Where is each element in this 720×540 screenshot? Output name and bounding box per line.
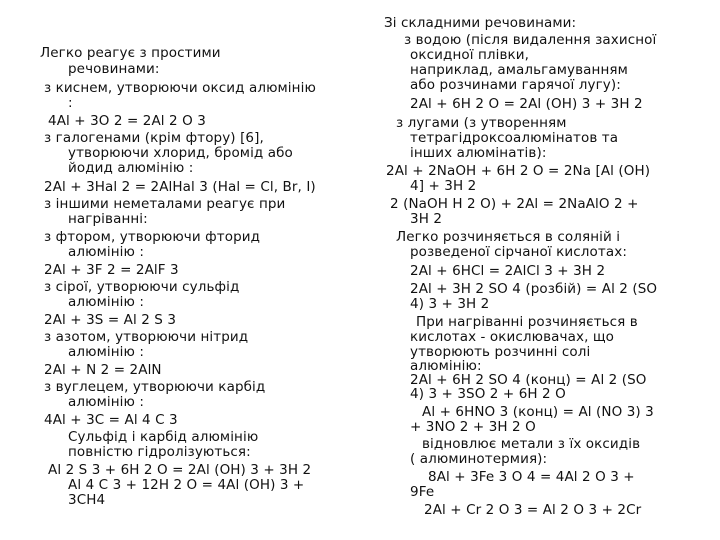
- text-line: йодид алюмінію :: [68, 160, 194, 176]
- equation-line: 3H 2: [410, 211, 443, 227]
- equation-line: 2Al + 3H 2 SO 4 (розбій) = Al 2 (SO: [410, 281, 658, 297]
- text-line: алюмінію :: [68, 344, 144, 360]
- text-line: Легко розчиняється в соляній і: [396, 229, 621, 245]
- equation-line: 2Al + 6H 2 O = 2Al (OH) 3 + 3H 2: [410, 96, 643, 112]
- text-line: утворюючи хлорид, бромід або: [68, 145, 293, 161]
- equation-line: 4) 3 + 3H 2: [410, 296, 490, 312]
- equation-line: 2Al + 3S = Al 2 S 3: [44, 312, 177, 328]
- text-line: утворюють розчинні солі: [410, 344, 591, 360]
- text-line: або розчинами гарячої лугу):: [410, 77, 621, 93]
- equation-line: 4) 3 + 3SO 2 + 6H 2 O: [410, 386, 566, 402]
- text-line: з азотом, утворюючи нітрид: [44, 329, 249, 345]
- equation-line: 2Al + 3F 2 = 2AlF 3: [44, 262, 179, 278]
- text-line: алюмінію :: [68, 394, 144, 410]
- equation-line: 2Al + 3Hal 2 = 2AlHal 3 (Hal = Cl, Br, I): [44, 179, 316, 195]
- equation-line: Al + 6HNO 3 (конц) = Al (NO 3) 3: [422, 404, 654, 420]
- text-line: з лугами (з утворенням: [396, 115, 567, 131]
- equation-line: Al 4 C 3 + 12H 2 O = 4Al (OH) 3 +: [68, 477, 305, 493]
- text-line: Легко реагує з простими: [40, 45, 221, 61]
- text-line: оксидної плівки,: [410, 47, 530, 63]
- equation-line: 2Al + 6H 2 SO 4 (конц) = Al 2 (SO: [410, 372, 647, 388]
- text-line: з сірої, утворюючи сульфід: [44, 279, 240, 295]
- text-line: Зі складними речовинами:: [384, 15, 577, 31]
- equation-line: 9Fe: [410, 484, 435, 500]
- text-line: тетрагідроксоалюмінатов та: [410, 130, 619, 146]
- text-line: інших алюмінатів):: [410, 145, 547, 161]
- equation-line: 4Al + 3O 2 = 2Al 2 O 3: [48, 113, 206, 129]
- text-line: ( алюминотермия):: [410, 451, 548, 467]
- text-line: з іншими неметалами реагує при: [44, 196, 286, 212]
- equation-line: 4] + 3H 2: [410, 178, 477, 194]
- text-line: з фтором, утворюючи фторид: [44, 229, 261, 245]
- text-line: повністю гідролізуються:: [68, 444, 251, 460]
- text-line: з киснем, утворюючи оксид алюмінію: [44, 80, 316, 96]
- equation-line: 2Al + 2NaOH + 6H 2 O = 2Na [Al (OH): [386, 163, 651, 179]
- equation-line: 2Al + 6HCl = 2AlCl 3 + 3H 2: [410, 263, 606, 279]
- text-line: алюмінію:: [410, 358, 482, 374]
- equation-line: 3CH4: [68, 492, 106, 508]
- text-line: Сульфід і карбід алюмінію: [68, 429, 259, 445]
- text-line: алюмінію :: [68, 244, 144, 260]
- text-line: алюмінію :: [68, 294, 144, 310]
- equation-line: 8Al + 3Fe 3 O 4 = 4Al 2 O 3 +: [428, 469, 635, 485]
- text-line: з водою (після видалення захисної: [404, 32, 657, 48]
- text-line: з галогенами (крім фтору) [6],: [44, 130, 264, 146]
- text-line: :: [68, 95, 73, 111]
- text-line: наприклад, амальгамуванням: [410, 62, 628, 78]
- text-line: з вуглецем, утворюючи карбід: [44, 379, 266, 395]
- text-line: кислотах - окислювачах, що: [410, 329, 615, 345]
- text-line: речовинами:: [68, 61, 160, 77]
- text-line: розведеної сірчаної кислотах:: [410, 244, 627, 260]
- text-line: При нагріванні розчиняється в: [416, 314, 638, 330]
- text-line: нагріванні:: [68, 211, 148, 227]
- text-line: відновлює метали з їх оксидів: [422, 436, 641, 452]
- equation-line: + 3NO 2 + 3H 2 O: [410, 419, 536, 435]
- equation-line: 2 (NaOH H 2 O) + 2Al = 2NaAlO 2 +: [390, 196, 639, 212]
- equation-line: 2Al + Cr 2 O 3 = Al 2 O 3 + 2Cr: [424, 502, 642, 518]
- equation-line: 2Al + N 2 = 2AlN: [44, 362, 162, 378]
- equation-line: Al 2 S 3 + 6H 2 O = 2Al (OH) 3 + 3H 2: [48, 462, 312, 478]
- equation-line: 4Al + 3C = Al 4 C 3: [44, 412, 178, 428]
